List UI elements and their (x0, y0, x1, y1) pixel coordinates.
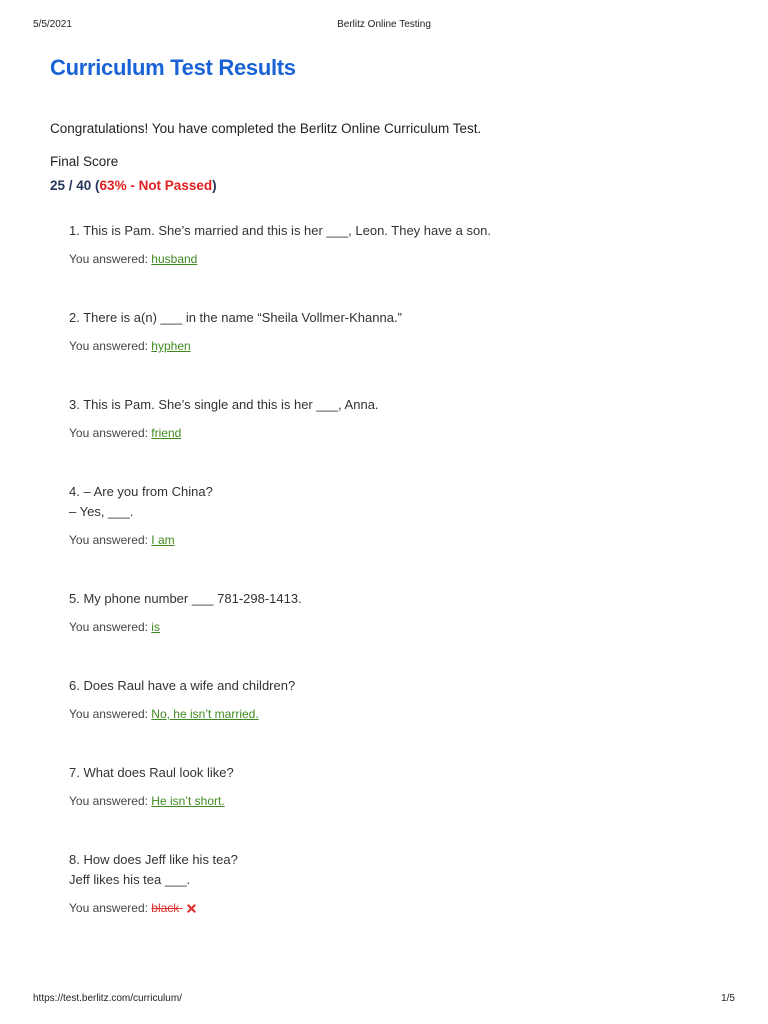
final-score-label: Final Score (50, 154, 119, 169)
answer-correct: hyphen (151, 339, 191, 353)
question-text: 5. My phone number ___ 781-298-1413. (69, 591, 302, 606)
print-title: Berlitz Online Testing (337, 19, 431, 30)
print-header (0, 19, 768, 33)
question-item (69, 308, 730, 354)
results-content (50, 52, 730, 916)
question-text: 6. Does Raul have a wife and children? (69, 678, 296, 693)
question-text: 7. What does Raul look like? (69, 765, 234, 780)
score-status: 63% - Not Passed (99, 178, 213, 193)
question-item (69, 763, 730, 809)
question-list (69, 221, 730, 916)
answer-label: You answered: (69, 794, 152, 808)
answer-label: You answered: (69, 533, 152, 547)
page-title: Curriculum Test Results (50, 55, 296, 80)
answer-label: You answered: (69, 901, 152, 915)
answer-correct: is (151, 620, 160, 634)
answer-correct: I am (151, 533, 175, 547)
score-open-paren: ( (91, 178, 100, 193)
answer-correct: He isn’t short. (151, 794, 225, 808)
question-item (69, 850, 730, 916)
answer-row (69, 900, 730, 916)
question-text: 8. How does Jeff like his tea? Jeff likes his tea ___. (69, 852, 238, 887)
answer-row (69, 793, 730, 809)
question-text: 2. There is a(n) ___ in the name “Sheila Vollmer-Khanna.” (69, 310, 402, 325)
answer-row (69, 425, 730, 441)
answer-correct: No, he isn’t married. (151, 707, 259, 721)
question-item (69, 395, 730, 441)
print-footer (0, 993, 768, 1007)
score-close-paren: ) (212, 178, 217, 193)
x-mark-icon (187, 901, 196, 910)
answer-label: You answered: (69, 620, 152, 634)
page-url: https://test.berlitz.com/curriculum/ (33, 993, 182, 1004)
answer-label: You answered: (69, 426, 152, 440)
final-score (50, 177, 730, 195)
answer-row (69, 706, 730, 722)
question-text: 1. This is Pam. She’s married and this is her ___, Leon. They have a son. (69, 223, 492, 238)
print-date: 5/5/2021 (33, 19, 72, 30)
question-item (69, 221, 730, 267)
question-item (69, 589, 730, 635)
answer-row (69, 532, 730, 548)
answer-label: You answered: (69, 339, 152, 353)
answer-row (69, 338, 730, 354)
answer-row (69, 251, 730, 267)
answer-correct: husband (151, 252, 198, 266)
question-item (69, 676, 730, 722)
question-text: 3. This is Pam. She’s single and this is her ___, Anna. (69, 397, 379, 412)
question-item (69, 482, 730, 548)
answer-correct: friend (151, 426, 182, 440)
congratulations-message: Congratulations! You have completed the Berlitz Online Curriculum Test. (50, 121, 482, 136)
answer-label: You answered: (69, 707, 152, 721)
page-number: 1/5 (721, 993, 735, 1004)
question-text: 4. – Are you from China? – Yes, ___. (69, 484, 213, 519)
score-value: 25 / 40 (50, 178, 92, 193)
answer-wrong: black (151, 901, 183, 915)
answer-row (69, 619, 730, 635)
answer-label: You answered: (69, 252, 152, 266)
